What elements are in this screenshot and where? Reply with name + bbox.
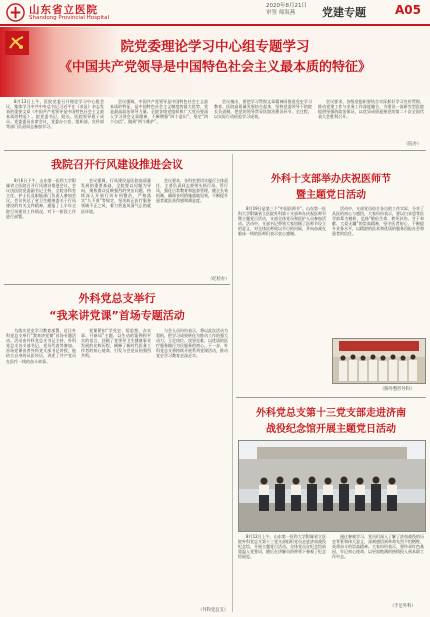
memorial-group-photo-image — [239, 441, 425, 531]
doctors-day-photo — [332, 338, 426, 384]
issue-meta — [266, 3, 307, 17]
hospital-name: 山东省立医院 — [29, 4, 98, 16]
column-divider — [232, 154, 233, 612]
group-photo-image — [333, 339, 425, 383]
visit-article-signature: （手足外科） — [390, 604, 416, 609]
talk-article-subtitle: “我来讲党课”首场专题活动 — [49, 309, 185, 322]
talk-article-title: 外科党总支举行 — [78, 292, 156, 305]
talk-article-signature: （外科党总支） — [198, 608, 229, 613]
talk-article-col1: 为落实党史学习教育部署，近日外科党总支举行“我来讲党课”首场专题活动。活动由外科党总支书记主持，外科党总支各支部书记、党员代表等参加。首场党课由普外科党支部书记讲授，他结合自身的从医经历，讲述了共产党员在医疗一线的奋斗故事。 — [6, 328, 76, 364]
hospital-name-en: Shandong Provincial Hospital — [29, 15, 110, 21]
study-article-signature: （院办） — [404, 142, 422, 147]
meeting-article-signature: （纪检办） — [208, 277, 230, 282]
doctors-day-signature: （胸外整形外科） — [380, 387, 415, 392]
doctors-day-col2: 活动中，支部党员结合各自的工作实际，分享了从医的初心与感悟，大家纷纷表示，要以白求恩等医学前辈为榜样，弘扬“敬佑生命、救死扶伤、甘于奉献、大爱无疆”的崇高精神，坚守医者初心，不断提升业务水平，以精湛的医术和优质的服务回报社会和患者的信任。 — [332, 206, 424, 237]
feature-banner — [0, 27, 430, 97]
issue-editor: 审签 师海燕 — [266, 10, 296, 16]
banner-subtitle: 《中国共产党领导是中国特色社会主义最本质的特征》 — [58, 60, 371, 75]
hospital-logo-icon — [6, 3, 25, 22]
visit-photo — [238, 440, 426, 532]
meeting-article-col2: 会议强调，行风建设是医院高质量发展的重要基础，全院要以问题为导向，聚焦群众反映强烈的突出问题，持续深入开展行风专项整治，严格落实“九不准”等规定，坚决纠正医疗服务领域不正之风，着力营造风清气正的就医环境。 — [81, 178, 151, 214]
study-article-col4: 会议要求，各级党组织要结合实际抓好学习宣传贯彻，推动党建工作与业务工作深度融合，为建设一流研究型医院提供坚强的政治保证，以优异成绩迎接党的第二十次全国代表大会胜利召开。 — [318, 99, 424, 120]
issue-date: 2020年8月21日 — [266, 3, 307, 9]
doctors-day-col1: 8月19日是第三个“中国医师节”。山东第一医科大学附属省立医院外科第十支部举办庆祝医师节暨主题党日活动，支部全体党员和医护人员参加活动。活动中，支部书记带领大家回顾了医师节设立的意义，对全体医师致以节日的问候，并向奋战在临床一线的医师们表示衷心感谢。 — [238, 206, 326, 237]
meeting-article-col3: 会议要求，各科室要切实履行主体责任，主要负责同志要带头抓行风、管行风，强化日常教育和监督管理，健全长效机制，确保各项措施落地见效，不断提升患者就医获得感和满意度。 — [156, 178, 228, 204]
study-article-col1: 8月13日上午，医院党委召开理论学习中心组会议，集体学习中共中央总书记习近平在《求是》杂志发表的重要文章《中国共产党领导是中国特色社会主义最本质的特征》。院党委书记、院长、医院领导班子成员、党委委员出席会议，党委办公室、组织部、宣传部等部门负责同志参加学习。 — [6, 99, 104, 130]
section-divider — [236, 397, 426, 398]
section-divider — [4, 284, 230, 285]
visit-article-col2: 通过参观学习，党员们深入了解了济南战役的历史背景和伟大意义，深刻感悟到革命先烈不怕牺牲、英勇奋斗的崇高精神。大家纷纷表示，要传承红色基因，牢记初心使命，以更加饱满的热情投入到本职工作中去。 — [332, 534, 424, 560]
visit-article-col1: 8月12日上午，山东第一医科大学附属省立医院外科党总支第十三党支部组织党员走进济南战役纪念馆，开展主题党日活动。全体党员在纪念馆前重温入党誓词，随后在讲解员的带领下参观了纪念馆展览。 — [238, 534, 326, 560]
visit-article-subtitle: 战役纪念馆开展主题党日活动 — [266, 424, 396, 435]
masthead — [0, 0, 430, 26]
doctors-day-subtitle: 暨主题党日活动 — [296, 190, 366, 201]
meeting-article-title: 我院召开行风建设推进会议 — [51, 158, 183, 171]
banner-title: 院党委理论学习中心组专题学习 — [120, 39, 310, 55]
page-number: A05 — [395, 3, 421, 17]
section-divider — [4, 150, 426, 151]
section-title: 党建专题 — [322, 6, 366, 19]
visit-article-title: 外科党总支第十三党支部走进济南 — [256, 408, 406, 419]
masthead-divider — [0, 24, 430, 26]
talk-article-col3: 与会人员纷纷表示，将以此次活动为契机，把学习成果转化为推动工作的强大动力，立足岗位、攻坚克难，以优质的医疗服务践行为民服务的初心。下一步，外科党总支将持续开展系列党课活动，推动党史学习教育走深走实。 — [156, 328, 228, 359]
talk-article-col2: 党课紧扣“学党史、悟思想、办实事、开新局”主题，以生动的案例和平实的语言，回顾了党领导卫生健康事业发展的光辉历程，阐释了新时代医务工作者的初心使命，引发与会党员的强烈共鸣。 — [81, 328, 151, 359]
study-article-col2: 会议强调，中国共产党领导是中国特色社会主义最本质的特征，是中国特色社会主义制度的最大优势，党是最高政治领导力量。全院各级党组织和广大党员要深入学习领会文章精神，不断增强“四个意识”、坚定“四个自信”、做到“两个维护”。 — [110, 99, 208, 125]
meeting-article-col1: 8月6日下午，山东第一医科大学附属省立医院召开行风建设推进会议。会议由医院党委副书记主持，全院各科室主任、护士长及职能部门负责人参加会议。会议传达了省卫生健康委关于行风建设的有关文件精神，通报了上半年全院行风建设工作情况，对下一阶段工作进行部署。 — [6, 178, 76, 219]
doctors-day-title: 外科十支部举办庆祝医师节 — [271, 174, 391, 185]
study-article-col3: 会议指出，要把学习贯彻文章精神同推进党史学习教育、医院高质量发展结合起来，坚持党委领导下的院长负责制，把党的领导贯穿医院治理各环节、全过程，以实际行动检验学习成效。 — [214, 99, 312, 120]
